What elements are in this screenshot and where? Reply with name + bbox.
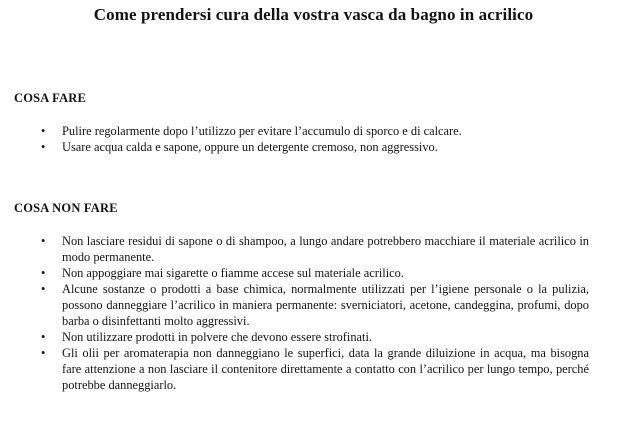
bullet-text: Gli olii per aromaterapia non danneggiano le superfici, data la grande diluizione in acqua, ma bisogna fare attenzione a non lasciare il contenitore direttamente a contatto con l’acrilico per lungo tempo, perché potrebbe danneggiarlo. bbox=[62, 346, 589, 392]
bullet-item bbox=[14, 139, 589, 155]
bullet-icon: • bbox=[41, 346, 46, 360]
bullet-text: Non appoggiare mai sigarette o fiamme accese sul materiale acrilico. bbox=[62, 266, 404, 280]
bullet-list bbox=[14, 123, 589, 155]
bullet-item bbox=[14, 281, 589, 329]
bullet-text: Non lasciare residui di sapone o di shampoo, a lungo andare potrebbero macchiare il materiale acrilico in modo permanente. bbox=[62, 234, 589, 264]
bullet-item bbox=[14, 329, 589, 345]
bullet-item bbox=[14, 265, 589, 281]
sections-container bbox=[0, 91, 627, 393]
bullet-item bbox=[14, 123, 589, 139]
bullet-icon: • bbox=[41, 330, 46, 344]
section-heading: COSA FARE bbox=[14, 91, 87, 105]
bullet-text: Usare acqua calda e sapone, oppure un detergente cremoso, non aggressivo. bbox=[62, 140, 438, 154]
bullet-text: Non utilizzare prodotti in polvere che devono essere strofinati. bbox=[62, 330, 373, 344]
bullet-item bbox=[14, 345, 589, 393]
section-heading: COSA NON FARE bbox=[14, 201, 118, 215]
bullet-icon: • bbox=[41, 140, 46, 154]
bullet-icon: • bbox=[41, 234, 46, 248]
bullet-icon: • bbox=[41, 124, 46, 138]
bullet-text: Pulire regolarmente dopo l’utilizzo per evitare l’accumulo di sporco e di calcare. bbox=[62, 124, 462, 138]
bullet-icon: • bbox=[41, 282, 46, 296]
bullet-text: Alcune sostanze o prodotti a base chimica, normalmente utilizzati per l’igiene personale o la pulizia, possono danneggiare l’acrilico in maniera permanente: sverniciatori, acetone, candeggina, profumi, dopo barba o disinfettanti molto aggressivi. bbox=[62, 282, 589, 328]
page-title: Come prendersi cura della vostra vasca da bagno in acrilico bbox=[93, 5, 534, 24]
bullet-list bbox=[14, 233, 589, 393]
bullet-item bbox=[14, 233, 589, 265]
bullet-icon: • bbox=[41, 266, 46, 280]
